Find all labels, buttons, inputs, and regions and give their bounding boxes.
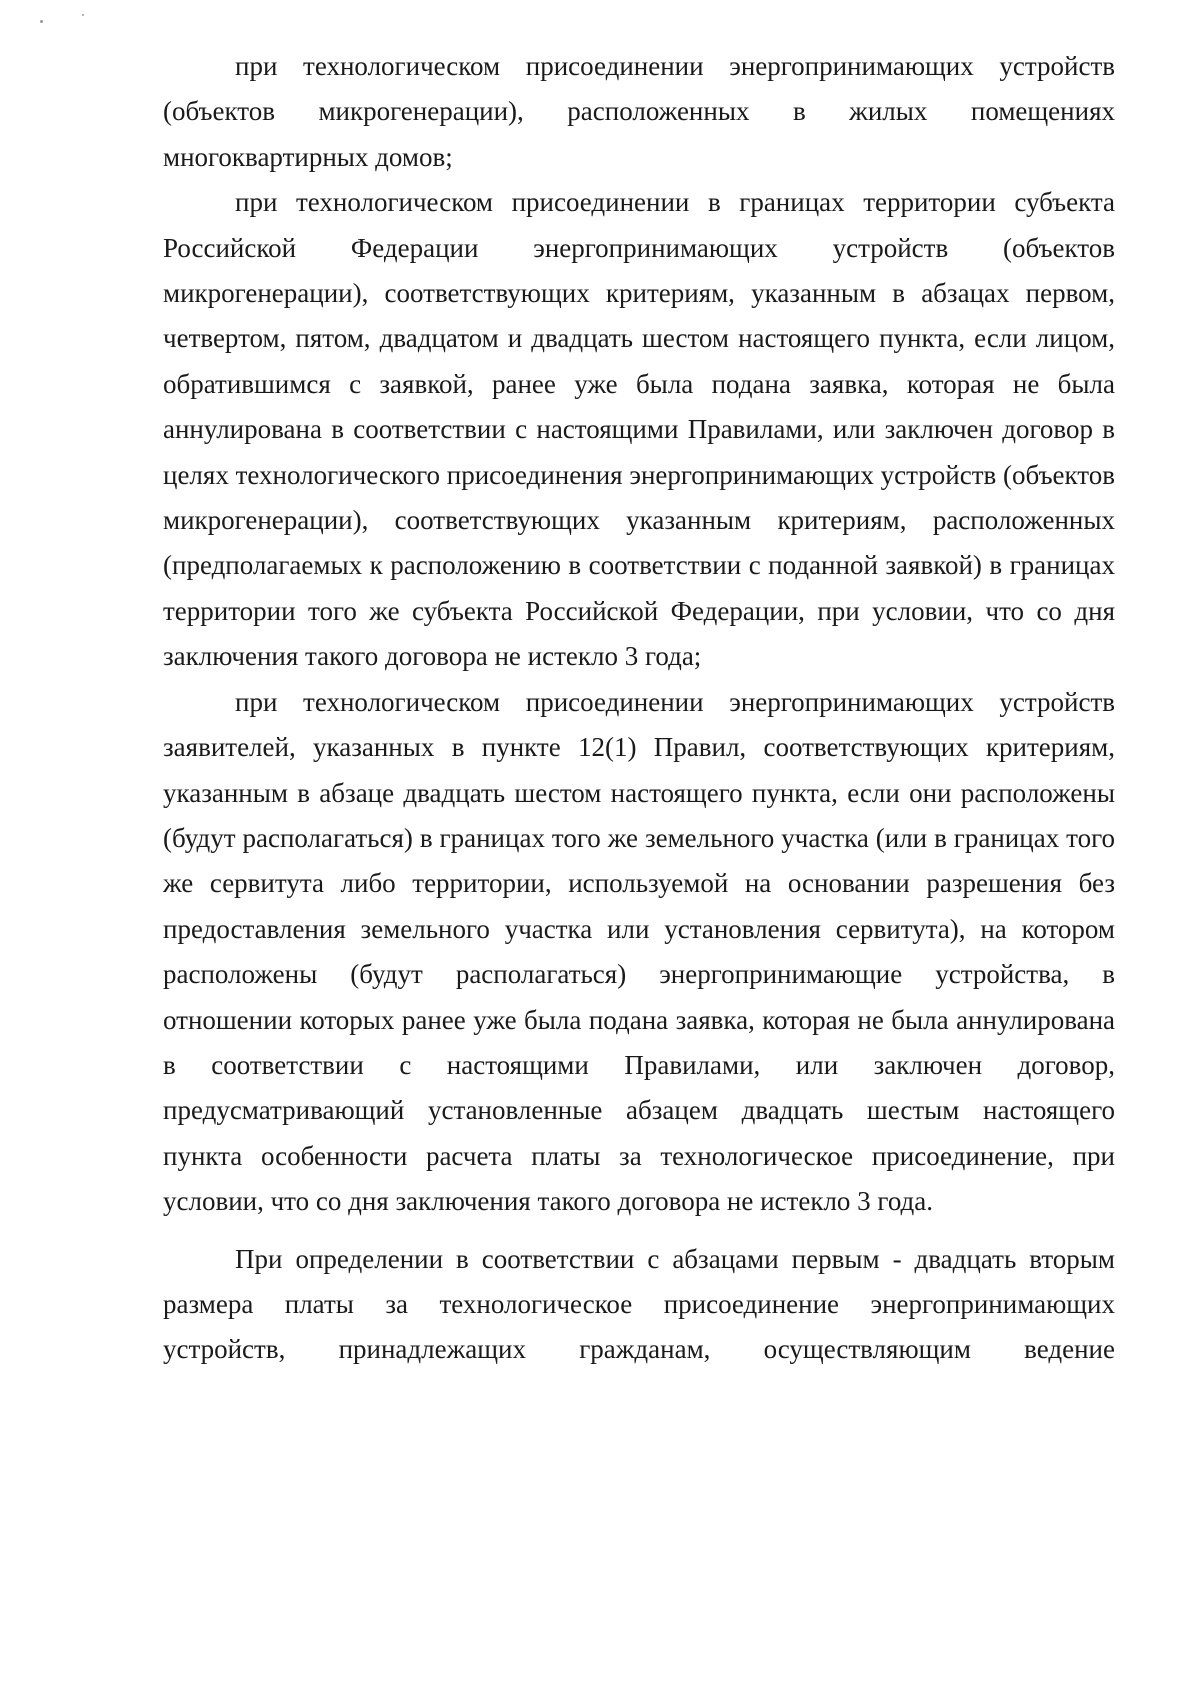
scan-speck bbox=[82, 14, 84, 16]
paragraph-4: При определении в соответствии с абзацами первым - двадцать вторым размера платы за технологическое присоединение энергопринимающих устройств, принадлежащих гражданам, осуществляющим ведение bbox=[163, 1243, 1115, 1365]
scan-speck bbox=[40, 20, 43, 23]
paragraph-2: при технологическом присоединении в границах территории субъекта Российской Федерации энергопринимающих устройств (объектов микрогенерации), соответствующих критериям, указанным в абзацах первом, четвертом, пятом, двадцатом и двадцать шестом настоящего пункта, если лицом, обратившимся с заявкой, ранее уже была подана заявка, которая не была аннулирована в соответствии с настоящими Правилами, или заключен договор в целях технологического присоединения энергопринимающих устройств (объектов микрогенерации), соответствующих указанным критериям, расположенных (предполагаемых к расположению в соответствии с поданной заявкой) в границах территории того же субъекта Российской Федерации, при условии, что со дня заключения такого договора не истекло 3 года; bbox=[163, 187, 1115, 672]
paragraph-3: при технологическом присоединении энергопринимающих устройств заявителей, указанных в пункте 12(1) Правил, соответствующих критериям, указанным в абзаце двадцать шестом настоящего пункта, если они расположены (будут располагаться) в границах того же земельного участка (или в границах того же сервитута либо территории, используемой на основании разрешения без предоставления земельного участка или установления сервитута), на котором расположены (будут располагаться) энергопринимающие устройства, в отношении которых ранее уже была подана заявка, которая не была аннулирована в соответствии с настоящими Правилами, или заключен договор, предусматривающий установленные абзацем двадцать шестым настоящего пункта особенности расчета платы за технологическое присоединение, при условии, что со дня заключения такого договора не истекло 3 года. bbox=[163, 686, 1115, 1217]
document-body bbox=[163, 44, 1115, 1373]
paragraph-1: при технологическом присоединении энергопринимающих устройств (объектов микрогенерации), расположенных в жилых помещениях многоквартирных домов; bbox=[163, 51, 1115, 172]
